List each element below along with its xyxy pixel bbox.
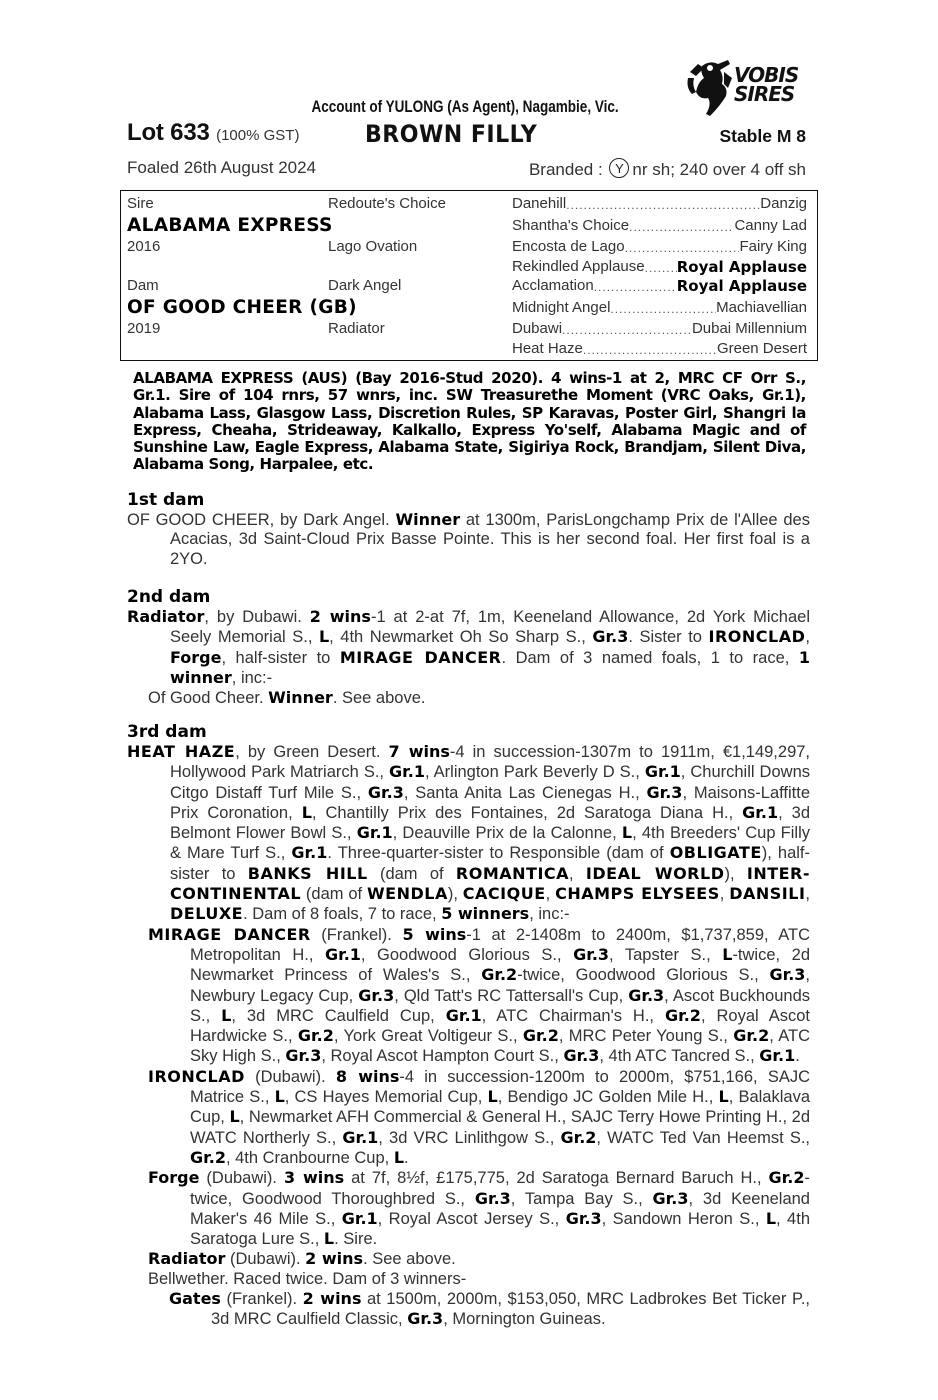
text: -4 in succession-1200m to 2000m, $751,166, SAJC Matrice S.,: [190, 1067, 810, 1107]
text: ,: [545, 885, 556, 904]
text: -twice, Goodwood Glorious S.,: [517, 966, 770, 985]
dam-year: 2019: [127, 320, 161, 337]
great-grandsire: Machiavellian: [716, 299, 807, 316]
leader-dots: [645, 258, 677, 276]
bold-text: L: [393, 1147, 405, 1167]
grandparent-row: [512, 340, 807, 357]
text: . Three-quarter-sister to Responsible (dam of: [327, 844, 670, 863]
text: (Frankel).: [220, 1290, 303, 1309]
bold-text: Gr.3: [769, 965, 806, 985]
sire-dam: Lago Ovation: [328, 238, 418, 255]
text: at 1300m, ParisLongchamp Prix de l'Allee des Acacias, 3d Saint-Cloud Prix Basse Pointe. This is her second foal. Her first foal is a 2YO.: [170, 511, 810, 568]
branded-text: nr sh; 240 over 4 off sh: [632, 160, 806, 179]
bold-text: Gr.3: [407, 1309, 444, 1329]
bold-text: IDEAL WORLD: [585, 863, 725, 883]
text: , inc:-: [231, 668, 273, 687]
bold-text: BANKS HILL: [247, 863, 368, 883]
grandsire: Dubawi: [512, 320, 563, 337]
lot-title: BROWN FILLY: [365, 120, 538, 148]
bold-text: Gr.2: [481, 965, 518, 985]
grandparent-row: [512, 195, 807, 212]
grandparent-row: [512, 217, 807, 234]
bold-text: Gr.3: [358, 985, 395, 1005]
text: , by Green Desert.: [235, 743, 389, 761]
bold-text: L: [221, 1005, 232, 1025]
grandparent-row: [512, 299, 807, 316]
text: , Tapster S.,: [609, 945, 723, 964]
text: , MRC Peter Young S.,: [558, 1027, 734, 1046]
bold-text: ROMANTICA: [455, 863, 570, 883]
bold-text: Gr.3: [285, 1046, 322, 1066]
sire-summary: ALABAMA EXPRESS (AUS) (Bay 2016-Stud 2020). 4 wins-1 at 2, MRC CF Orr S., Gr.1. Sire of 104 rnrs, 57 wnrs, inc. SW Treasurethe Moment (VRC Oaks, Gr.1), Alabama Lass, Glasgow Lass, Discretion Rules, SP Karavas, Poster Girl, Shangri la Express, Cheaha, Strideaway, Kalkallo, Express Yo'self, Alabama Magic and of Sunshine Law, Eagle Express, Alabama State, Sigiriya Rock, Brandjam, Silent Diva, Alabama Song, Harpalee, etc.: [133, 369, 806, 474]
granddam: Shantha's Choice: [512, 217, 630, 234]
text: (dam of: [301, 885, 368, 904]
bold-text: L: [301, 802, 312, 822]
text: , Bendigo JC Golden Mile H.,: [497, 1088, 719, 1107]
bold-text: L: [487, 1087, 498, 1107]
leader-dots: [562, 320, 692, 337]
third-dam-section: [127, 722, 810, 1330]
text: . Sire.: [334, 1230, 378, 1249]
text: at 7f, 8½f, £175,775, 2d Saratoga Bernard Baruch H.,: [344, 1169, 769, 1188]
bellwether-entry: Bellwether. Raced twice. Dam of 3 winners-: [148, 1269, 467, 1288]
bold-text: Gr.2: [297, 1026, 334, 1046]
text: (Frankel).: [310, 925, 403, 944]
logo-line-2: SIRES: [734, 82, 795, 106]
bold-text: Gr.3: [367, 782, 404, 802]
bold-text: Gr.3: [646, 782, 683, 802]
great-grandsire: Danzig: [760, 195, 807, 212]
granddam: Heat Haze: [512, 340, 583, 357]
text: , Sandown Heron S.,: [601, 1209, 766, 1228]
text: (Dubawi).: [244, 1067, 336, 1086]
bold-text: Gr.3: [474, 1188, 511, 1208]
text: , Arlington Park Beverly D S.,: [424, 763, 645, 782]
text: , by Dubawi.: [204, 608, 310, 626]
text: , Maisons-Laffitte Prix Coronation,: [170, 783, 810, 822]
text: ,: [569, 864, 586, 883]
bold-text: Gr.2: [768, 1168, 805, 1188]
first-dam-heading: 1st dam: [127, 490, 205, 510]
brand-description: [529, 158, 806, 180]
bold-text: Gr.3: [565, 1208, 602, 1228]
grandparent-row: [512, 277, 807, 295]
text: , Royal Ascot Hardwicke S.,: [190, 1006, 810, 1046]
bold-text: Forge: [170, 647, 222, 667]
bold-text: 2 wins: [302, 1289, 362, 1309]
stable-location: Stable M 8: [719, 126, 806, 146]
text: ), half-sister to: [170, 844, 810, 883]
bold-text: Gr.1: [742, 802, 779, 822]
bold-text: Gr.3: [573, 944, 610, 964]
text: , 3d Belmont Flower Bowl S.,: [170, 803, 811, 843]
text: , Qld Tatt's RC Tattersall's Cup,: [394, 986, 629, 1005]
text: , ATC Sky High S.,: [190, 1027, 810, 1066]
bold-text: 8 wins: [335, 1066, 400, 1086]
bold-text: 5 wins: [402, 924, 467, 944]
bold-text: 2 wins: [309, 607, 371, 626]
sire-name: ALABAMA EXPRESS: [127, 215, 333, 236]
text: , Deauville Prix de la Calonne,: [392, 824, 622, 843]
bold-text: DELUXE: [170, 904, 244, 924]
bold-text: Gr.2: [733, 1026, 770, 1046]
text: at 1500m, 2000m, $153,050, MRC Ladbrokes Bet Ticker P., 3d MRC Caulfield Classic,: [211, 1290, 810, 1329]
lot-label: Lot 633: [127, 119, 210, 146]
lot-number: [127, 119, 299, 147]
dam-dam: Radiator: [328, 320, 385, 337]
text: , 3d VRC Linlithgow S.,: [378, 1128, 561, 1147]
text: ),: [724, 864, 747, 883]
bold-text: Gr.3: [563, 1046, 600, 1066]
progeny-entry: [127, 1067, 810, 1168]
progeny-entry: [127, 1168, 810, 1249]
text: -twice, 2d Newmarket Princess of Wales's S.,: [190, 945, 810, 985]
bold-text: L: [765, 1208, 777, 1228]
text: , Santa Anita Las Cienegas H.,: [403, 783, 647, 802]
bold-text: Winner: [395, 510, 461, 529]
second-dam-heading: 2nd dam: [127, 587, 211, 607]
bold-text: CHAMPS ELYSEES: [555, 884, 720, 904]
text: , Mornington Guineas.: [443, 1310, 606, 1329]
sire-sire: Redoute's Choice: [328, 195, 446, 212]
text: (Dubawi).: [225, 1250, 306, 1269]
text: , Newbury Legacy Cup,: [190, 966, 810, 1005]
branded-label: Branded :: [528, 160, 603, 179]
grandsire: Acclamation: [512, 277, 594, 294]
dam-label: Dam: [127, 277, 159, 294]
text: , York Great Voltigeur S.,: [333, 1027, 523, 1046]
granddam: Midnight Angel: [512, 299, 611, 316]
brand-mark-icon: Y: [609, 158, 629, 178]
text: , Ascot Buckhounds S.,: [190, 986, 810, 1025]
granddam: Rekindled Applause: [512, 258, 645, 275]
sire-label: Sire: [127, 195, 154, 212]
text: ,: [719, 885, 730, 904]
sire-year: 2016: [127, 238, 161, 255]
text: , Goodwood Glorious S.,: [360, 945, 574, 964]
grandsire: Encosta de Lago: [512, 238, 625, 255]
leader-dots: [625, 238, 740, 255]
text: , 4th Newmarket Oh So Sharp S.,: [329, 628, 593, 647]
text: -4 in succession-1307m to 1911m, €1,149,297, Hollywood Park Matriarch S.,: [170, 743, 811, 782]
text: -twice, Goodwood Thoroughbred S.,: [190, 1169, 810, 1208]
logo-line-1: VOBIS: [734, 63, 799, 87]
leader-dots: [594, 277, 677, 295]
bold-text: WENDLA: [367, 884, 448, 904]
text: , Balaklava Cup,: [190, 1088, 810, 1127]
bold-text: Gr.1: [291, 843, 328, 863]
bold-text: Gr.1: [356, 823, 393, 843]
text: , Royal Ascot Jersey S.,: [377, 1209, 566, 1228]
bold-text: L: [323, 1229, 335, 1249]
great-grandsire: Dubai Millennium: [691, 320, 807, 337]
bold-text: Gr.1: [342, 1127, 379, 1147]
leader-dots: [566, 195, 760, 212]
first-dam-text: [127, 510, 810, 569]
pedigree-table: [120, 190, 818, 361]
text: , 4th ATC Tancred S.,: [599, 1047, 760, 1066]
dam-sire: Dark Angel: [328, 277, 402, 294]
horse-name: Radiator: [127, 607, 205, 626]
text: (dam of: [367, 864, 456, 883]
second-dam-text: [127, 607, 810, 688]
great-grandsire: Royal Applause: [676, 277, 807, 295]
text: , Churchill Downs Citgo Distaff Turf Mile S.,: [170, 763, 810, 802]
great-grandsire: Royal Applause: [676, 258, 807, 276]
bold-text: 3 wins: [283, 1168, 345, 1188]
text: , 4th Saratoga Lure S.,: [190, 1209, 810, 1249]
progeny-entry: [127, 925, 810, 1067]
text: , ATC Chairman's H.,: [481, 1006, 665, 1025]
grandparent-row: [512, 238, 807, 255]
grandsire: Danehill: [512, 195, 567, 212]
bold-text: Gr.1: [324, 944, 361, 964]
text: . See above.: [363, 1250, 456, 1269]
bold-text: 5 winners: [441, 904, 530, 924]
text: . See above.: [332, 689, 426, 708]
bold-text: Gr.2: [190, 1147, 226, 1167]
text: , Tampa Bay S.,: [510, 1189, 653, 1208]
text: -1 at 2-1408m to 2400m, $1,737,859, ATC Metropolitan H.,: [190, 925, 810, 964]
bold-text: Forge: [148, 1168, 200, 1188]
bold-text: MIRAGE DANCER: [148, 924, 311, 944]
text: , CS Hayes Memorial Cup,: [284, 1088, 488, 1107]
bold-text: L: [722, 944, 733, 964]
bold-text: L: [718, 1087, 729, 1107]
third-dam-heading: 3rd dam: [127, 722, 207, 742]
bold-text: Winner: [268, 688, 333, 708]
bold-text: HEAT HAZE: [127, 742, 236, 761]
account-text: Account of YULONG (As Agent), Nagambie, Vic.: [311, 98, 619, 116]
text: , Royal Ascot Hampton Court S.,: [321, 1047, 564, 1066]
text: , 4th Breeders' Cup Filly & Mare Turf S.,: [170, 824, 811, 863]
bold-text: Gr.1: [341, 1208, 378, 1228]
vendor-account: [85, 98, 854, 117]
text: , Newmarket AFH Commercial & General H., SAJC Terry Howe Printing H., 2d WATC Northerly S.,: [190, 1108, 810, 1147]
text: , 4th Cranbourne Cup,: [225, 1148, 394, 1167]
great-grandsire: Green Desert: [716, 340, 807, 357]
bold-text: Gr.2: [664, 1005, 701, 1025]
third-dam-text: [127, 742, 810, 925]
leader-dots: [610, 299, 716, 316]
bold-text: 7 wins: [388, 742, 450, 761]
bold-text: Gr.3: [652, 1188, 689, 1208]
text: , inc:-: [529, 905, 570, 924]
bold-text: Gr.2: [560, 1127, 597, 1147]
great-grandsire: Fairy King: [739, 238, 807, 255]
bold-text: Gr.3: [628, 985, 665, 1005]
first-dam-section: [127, 490, 810, 569]
text: , WATC Ted Van Heemst S.,: [596, 1128, 811, 1147]
text: , Chantilly Prix des Fontaines, 2d Saratoga Diana H.,: [311, 803, 743, 822]
bold-text: DANSILI: [729, 884, 806, 904]
bold-text: Radiator: [148, 1249, 226, 1269]
grandparent-row: [512, 258, 807, 276]
bold-text: Gr.3: [592, 627, 629, 647]
progeny-entry: [127, 1249, 810, 1269]
bold-text: L: [621, 823, 633, 843]
bold-text: Gr.2: [522, 1026, 559, 1046]
grandparent-row: [512, 320, 807, 337]
text: , 3d MRC Caulfield Cup,: [231, 1006, 446, 1025]
bold-text: Gr.1: [445, 1005, 482, 1025]
great-grandsire: Canny Lad: [734, 217, 807, 234]
second-dam-foal: [127, 688, 810, 708]
bold-text: 2 wins: [305, 1249, 364, 1269]
gst-note: (100% GST): [216, 127, 300, 144]
bold-text: OBLIGATE: [669, 843, 762, 863]
text: . Dam of 8 foals, 7 to race,: [243, 905, 442, 924]
dam-name: OF GOOD CHEER (GB): [127, 297, 357, 318]
text: . Dam of 3 named foals, 1 to race,: [501, 648, 799, 667]
bold-text: Gr.1: [389, 762, 425, 782]
bold-text: L: [229, 1107, 240, 1127]
bold-text: Gr.1: [644, 762, 681, 782]
text: .: [404, 1148, 409, 1167]
text: -1 at 2-at 7f, 1m, Keeneland Allowance, 2d York Michael Seely Memorial S.,: [170, 608, 810, 647]
bold-text: CACIQUE: [462, 884, 546, 904]
text: ,: [805, 885, 810, 904]
foaled-date: Foaled 26th August 2024: [127, 158, 317, 177]
text: , half-sister to: [221, 648, 340, 667]
bold-text: MIRAGE DANCER: [339, 647, 502, 667]
text: OF GOOD CHEER, by Dark Angel.: [127, 511, 396, 529]
bold-text: Gr.1: [759, 1046, 796, 1066]
text: ),: [447, 885, 463, 904]
text: (Dubawi).: [199, 1169, 284, 1188]
grand-progeny-entry: [127, 1289, 810, 1330]
bold-text: IRONCLAD: [708, 627, 806, 647]
text: ,: [805, 628, 810, 647]
bold-text: IRONCLAD: [148, 1066, 245, 1086]
text: , 3d Keeneland Maker's 46 Mile S.,: [190, 1189, 810, 1228]
text: . Sister to: [628, 628, 709, 647]
bold-text: 1 winner: [170, 647, 810, 687]
leader-dots: [629, 217, 734, 234]
bold-text: L: [318, 627, 330, 647]
bold-text: Gates: [169, 1289, 221, 1309]
text: Of Good Cheer.: [148, 689, 269, 708]
leader-dots: [583, 340, 717, 357]
text: .: [795, 1047, 800, 1066]
bold-text: L: [274, 1087, 285, 1107]
bold-text: INTER-CONTINENTAL: [170, 863, 811, 904]
second-dam-section: [127, 587, 810, 708]
